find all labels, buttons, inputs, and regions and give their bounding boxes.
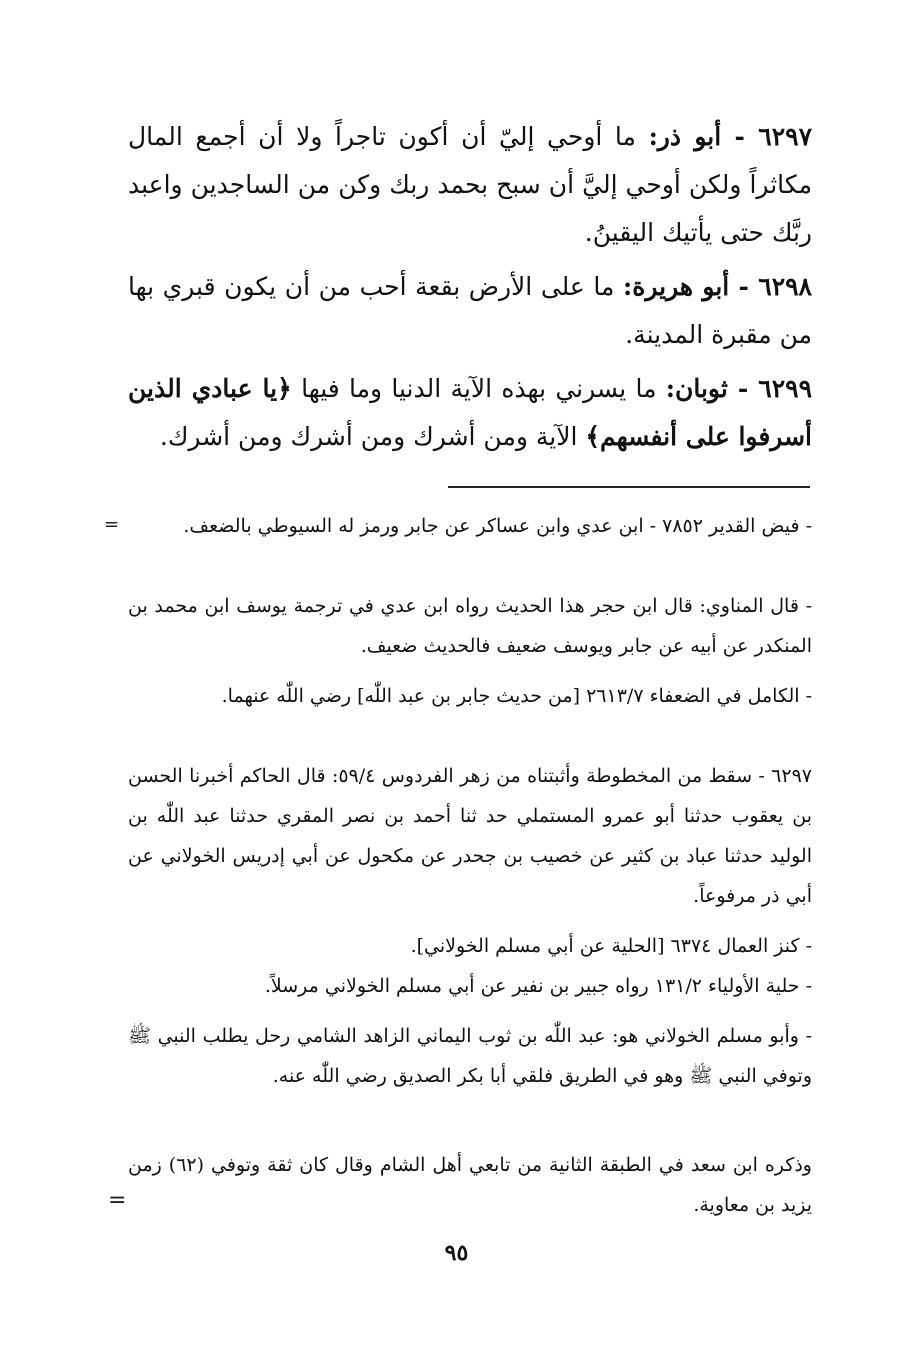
footnote: وذكره ابن سعد في الطبقة الثانية من تابعي أهل الشام وقال كان ثقة وتوفي (٦٢) زمن يزيد بن معاوية. [128,1154,812,1216]
hadith-6298 [128,263,812,359]
footnote: - فيض القدير ٧٨٥٢ - ابن عدي وابن عساكر عن جابر ورمز له السيوطي بالضعف. [183,515,812,537]
footnote: - وأبو مسلم الخولاني هو: عبد اللّٰه بن ثوب اليماني الزاهد الشامي رحل يطلب النبي ﷺ وتوفي النبي ﷺ وهو في الطريق فلقي أبا بكر الصديق رضي اللّٰه عنه. [128,1025,812,1087]
hadith-6299-number: ٦٢٩٩ - ثوبان: [665,374,812,403]
quran-quote: ﴿يا عبادي الذين أسرفوا على أنفسهم﴾ [128,374,812,451]
hadith-6299 [128,365,812,461]
footnote: - الكامل في الضعفاء ٢٦١٣/٧ [من حديث جابر بن عبد اللّٰه] رضي اللّٰه عنهما. [221,685,812,707]
footnote: - كنز العمال ٦٣٧٤ [الحلية عن أبي مسلم الخولاني]. [410,935,812,957]
hadith-6297-number: ٦٢٩٧ - أبو ذر: [648,122,812,151]
page-number: ٩٥ [444,1240,469,1266]
hadith-6297 [128,113,812,257]
hadith-6298-text: ما على الأرض بقعة أحب من أن يكون قبري بها من مقبرة المدينة. [128,272,812,349]
hadith-6299-text-after: الآية ومن أشرك ومن أشرك ومن أشرك. [159,422,578,451]
footnote: - قال المناوي: قال ابن حجر هذا الحديث رواه ابن عدي في ترجمة يوسف ابن محمد بن المنكدر عن أبيه عن جابر ويوسف ضعيف فالحديث ضعيف. [128,595,812,657]
hadith-6297-text: ما أوحي إليّ أن أكون تاجراً ولا أن أجمع المال مكاثراً ولكن أوحي إليَّ أن سبح بحمد ربك وكن من الساجدين واعبد ربَّك حتى يأتيك اليقينُ. [128,122,812,247]
continuation-mark-bottom: = [108,1188,127,1213]
hadith-6299-text-before: ما يسرني بهذه الآية الدنيا وما فيها [301,374,657,403]
footnote-6297: ٦٢٩٧ - سقط من المخطوطة وأثبتناه من زهر الفردوس ٥٩/٤: قال الحاكم أخبرنا الحسن بن يعقوب حدثنا أبو عمرو المستملي حد ثنا أحمد بن نصر المقري حدثنا عبد اللّٰه بن الوليد حدثنا عباد بن كثير عن خصيب بن جحدر عن مكحول عن أبي إدريس الخولاني عن أبي ذر مرفوعاً. [128,765,812,907]
footnote-separator [448,486,810,488]
continuation-mark-top: = [104,514,120,535]
hadith-6298-number: ٦٢٩٨ - أبو هريرة: [623,272,812,301]
footnote: - حلية الأولياء ١٣١/٢ رواه جبير بن نفير عن أبي مسلم الخولاني مرسلاً. [264,975,812,997]
